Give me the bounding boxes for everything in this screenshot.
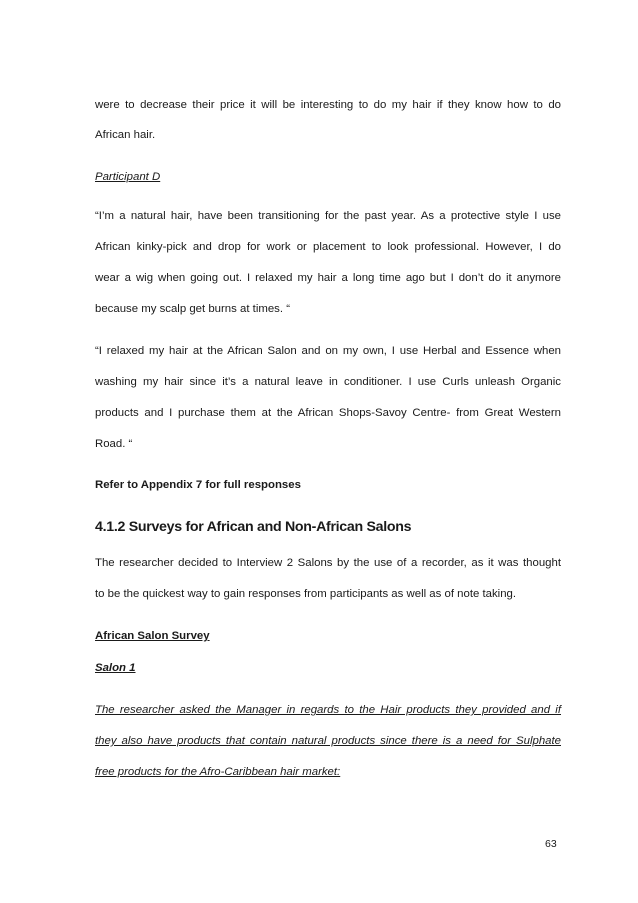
quote1-line-2: African kinky-pick and drop for work or placement to look professional. However, I do [95, 241, 561, 253]
intro-line-1: were to decrease their price it will be interesting to do my hair if they know how to do [95, 99, 561, 111]
question-line-2: they also have products that contain natural products since there is a need for Sulphate [95, 735, 561, 747]
section-heading: 4.1.2 Surveys for African and Non-African Salons [95, 519, 412, 535]
salon-1-heading: Salon 1 [95, 662, 136, 674]
intro-line-2: African hair. [95, 129, 156, 141]
quote1-line-1: “I’m a natural hair, have been transitioning for the past year. As a protective style I use [95, 210, 561, 222]
quote2-line-4: Road. “ [95, 438, 133, 450]
quote1-line-3: wear a wig when going out. I relaxed my hair a long time ago but I don’t do it anymore [95, 272, 561, 284]
question-line-1: The researcher asked the Manager in regards to the Hair products they provided and if [95, 704, 561, 716]
participant-label: Participant D [95, 171, 161, 183]
quote2-line-1: “I relaxed my hair at the African Salon and on my own, I use Herbal and Essence when [95, 345, 561, 357]
quote2-line-3: products and I purchase them at the African Shops-Savoy Centre- from Great Western [95, 407, 561, 419]
survey-intro-line-1: The researcher decided to Interview 2 Salons by the use of a recorder, as it was thought [95, 557, 561, 569]
appendix-reference: Refer to Appendix 7 for full responses [95, 479, 301, 491]
quote1-line-4: because my scalp get burns at times. “ [95, 303, 290, 315]
survey-intro-line-2: to be the quickest way to gain responses from participants as well as of note taking. [95, 588, 517, 600]
african-salon-survey-heading: African Salon Survey [95, 630, 210, 642]
page-number: 63 [545, 838, 557, 850]
quote2-line-2: washing my hair since it’s a natural leave in conditioner. I use Curls unleash Organic [95, 376, 561, 388]
question-line-3: free products for the Afro-Caribbean hair market: [95, 766, 341, 778]
